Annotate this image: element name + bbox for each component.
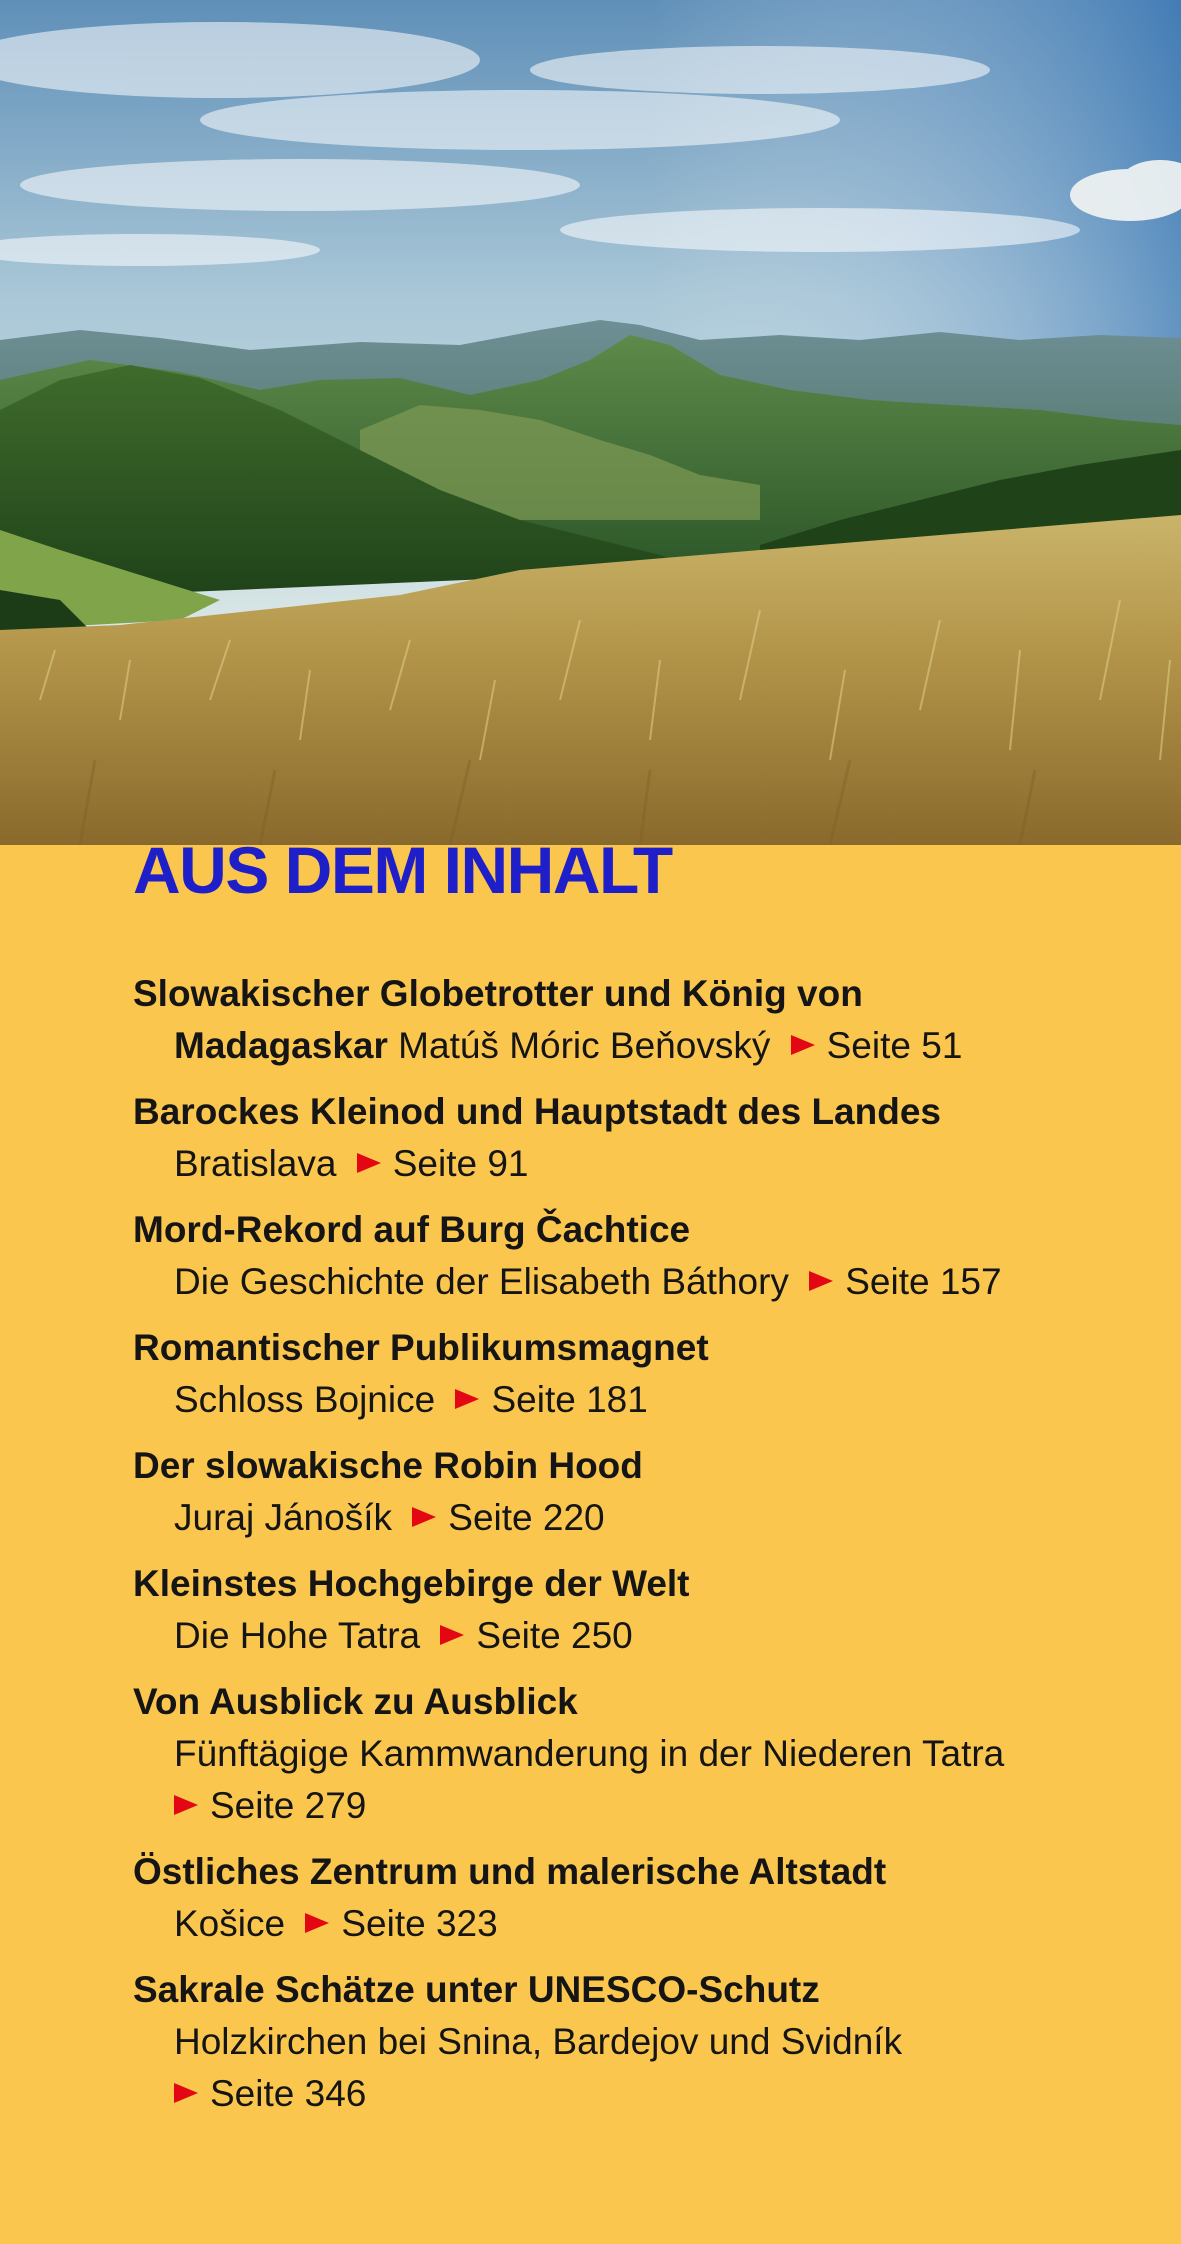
red-triangle-arrow-icon (174, 2083, 198, 2103)
toc-entry-subtitle: Holzkirchen bei Snina, Bardejov und Svidník (174, 2021, 903, 2062)
toc-entry[interactable] (133, 1676, 1153, 1832)
toc-entry-title: Barockes Kleinod und Hauptstadt des Landes (133, 1091, 941, 1132)
toc-entry-page-ref[interactable] (455, 1374, 647, 1426)
toc-entry-page-ref[interactable] (174, 2068, 366, 2120)
red-triangle-arrow-icon (305, 1913, 329, 1933)
toc-entry-page-ref[interactable] (809, 1256, 1001, 1308)
toc-entry-subtitle-line (133, 1138, 1153, 1190)
toc-entry[interactable] (133, 1964, 1153, 2120)
toc-entry-subtitle: Košice (174, 1903, 286, 1944)
toc-entry-subtitle-line (133, 1728, 1153, 1780)
toc-entry-title: Sakrale Schätze unter UNESCO-Schutz (133, 1969, 820, 2010)
toc-entry-subtitle-line (133, 1898, 1153, 1950)
red-triangle-arrow-icon (440, 1625, 464, 1645)
toc-entry-subtitle-line (133, 1492, 1153, 1544)
red-triangle-arrow-icon (412, 1507, 436, 1527)
toc-entry-page-line (133, 1780, 1153, 1832)
toc-entry-subtitle-line (133, 1020, 1153, 1072)
red-triangle-arrow-icon (174, 1795, 198, 1815)
red-triangle-arrow-icon (357, 1153, 381, 1173)
toc-entry-title: Mord-Rekord auf Burg Čachtice (133, 1209, 691, 1250)
toc-entry-subtitle: Die Hohe Tatra (174, 1615, 421, 1656)
toc-entry[interactable] (133, 1440, 1153, 1544)
toc-entry-page: Seite 181 (491, 1379, 648, 1420)
toc-entry-page: Seite 346 (210, 2073, 367, 2114)
toc-entry-title: Der slowakische Robin Hood (133, 1445, 643, 1486)
toc-entry[interactable] (133, 1204, 1153, 1308)
toc-entry-page-ref[interactable] (357, 1138, 529, 1190)
toc-entry-page-ref[interactable] (174, 1780, 366, 1832)
toc-entry-subtitle: Die Geschichte der Elisabeth Báthory (174, 1261, 789, 1302)
toc-entry[interactable] (133, 1086, 1153, 1190)
toc-entry[interactable] (133, 1846, 1153, 1950)
red-triangle-arrow-icon (809, 1271, 833, 1291)
toc-entry-page-ref[interactable] (791, 1020, 963, 1072)
toc-entry-page: Seite 51 (826, 1025, 963, 1066)
toc-entry[interactable] (133, 1322, 1153, 1426)
toc-entry-page-ref[interactable] (305, 1898, 497, 1950)
toc-heading: AUS DEM INHALT (133, 833, 672, 907)
toc-entry[interactable] (133, 968, 1153, 1072)
toc-entry-title: Kleinstes Hochgebirge der Welt (133, 1563, 690, 1604)
toc-entry-subtitle-line (133, 1374, 1153, 1426)
toc-entry-page: Seite 157 (845, 1261, 1002, 1302)
table-of-contents-panel (0, 833, 1181, 2244)
toc-entry-subtitle: Fünftägige Kammwanderung in der Niederen Tatra (174, 1733, 1005, 1774)
toc-entry-subtitle-line (133, 1256, 1153, 1308)
toc-entry-subtitle: Juraj Jánošík (174, 1497, 392, 1538)
toc-entry-subtitle: Matúš Móric Beňovský (398, 1025, 771, 1066)
toc-entry-title: Slowakischer Globetrotter und König von (133, 973, 863, 1014)
toc-entry-title: Von Ausblick zu Ausblick (133, 1681, 578, 1722)
cover-photo-mountain-meadow (0, 0, 1181, 845)
toc-entry-subtitle-bold: Madagaskar (174, 1025, 388, 1066)
toc-entry-page-line (133, 2068, 1153, 2120)
toc-entry[interactable] (133, 1558, 1153, 1662)
toc-entry-page-ref[interactable] (412, 1492, 604, 1544)
toc-entry-subtitle: Schloss Bojnice (174, 1379, 436, 1420)
toc-entry-subtitle: Bratislava (174, 1143, 337, 1184)
toc-list (133, 968, 1153, 2134)
red-triangle-arrow-icon (791, 1035, 815, 1055)
toc-entry-title: Romantischer Publikumsmagnet (133, 1327, 709, 1368)
toc-entry-page-ref[interactable] (440, 1610, 632, 1662)
toc-entry-page: Seite 220 (448, 1497, 605, 1538)
toc-entry-subtitle-line (133, 2016, 1153, 2068)
toc-entry-subtitle-line (133, 1610, 1153, 1662)
red-triangle-arrow-icon (455, 1389, 479, 1409)
toc-entry-page: Seite 323 (341, 1903, 498, 1944)
toc-entry-page: Seite 279 (210, 1785, 367, 1826)
toc-entry-title: Östliches Zentrum und malerische Altstadt (133, 1851, 887, 1892)
toc-entry-page: Seite 91 (392, 1143, 529, 1184)
toc-entry-page: Seite 250 (476, 1615, 633, 1656)
